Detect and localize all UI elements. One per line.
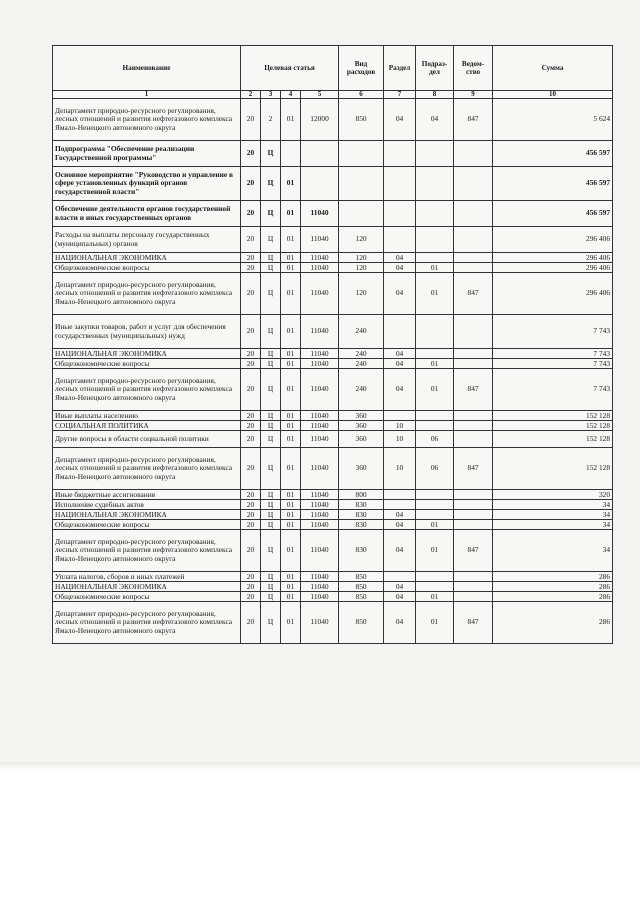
- subsection-code: 01: [416, 592, 454, 602]
- target-subprogram: Ц: [261, 167, 281, 201]
- table-row: [53, 500, 613, 510]
- expense-type: 360: [339, 421, 384, 431]
- department-code: [454, 227, 493, 253]
- expense-type: 240: [339, 315, 384, 349]
- column-number: 9: [454, 91, 493, 99]
- target-activity: 01: [281, 530, 301, 572]
- target-subprogram: Ц: [261, 141, 281, 167]
- row-name: НАЦИОНАЛЬНАЯ ЭКОНОМИКА: [53, 510, 241, 520]
- table-row: [53, 201, 613, 227]
- expense-type: [339, 167, 384, 201]
- target-activity: 01: [281, 201, 301, 227]
- target-activity: 01: [281, 431, 301, 448]
- subsection-code: 04: [416, 99, 454, 141]
- row-name: Департамент природно-ресурсного регулирования, лесных отношений и развития нефтегазового комплекса Ямало-Ненецкого автономного округа: [53, 530, 241, 572]
- subsection-code: [416, 421, 454, 431]
- table-row: [53, 602, 613, 644]
- department-code: [454, 520, 493, 530]
- expense-type: 830: [339, 500, 384, 510]
- target-direction: 11040: [301, 520, 339, 530]
- target-subprogram: Ц: [261, 273, 281, 315]
- row-name: Общеэкономические вопросы: [53, 359, 241, 369]
- target-program: 20: [241, 263, 261, 273]
- target-activity: 01: [281, 99, 301, 141]
- department-code: [454, 253, 493, 263]
- row-sum: 7 743: [493, 369, 613, 411]
- target-program: 20: [241, 530, 261, 572]
- target-direction: 11040: [301, 582, 339, 592]
- target-subprogram: Ц: [261, 572, 281, 582]
- table-row: [53, 411, 613, 421]
- target-subprogram: Ц: [261, 582, 281, 592]
- expense-type: 850: [339, 582, 384, 592]
- target-direction: 11040: [301, 510, 339, 520]
- target-direction: 11040: [301, 263, 339, 273]
- department-code: [454, 201, 493, 227]
- header-sum: Сумма: [493, 46, 613, 91]
- target-program: 20: [241, 369, 261, 411]
- header-subsection: Подраз-дел: [416, 46, 454, 91]
- row-sum: 5 624: [493, 99, 613, 141]
- row-name: Иные бюджетные ассигнования: [53, 490, 241, 500]
- target-direction: 11040: [301, 349, 339, 359]
- target-activity: 01: [281, 273, 301, 315]
- target-activity: 01: [281, 592, 301, 602]
- column-number: 7: [384, 91, 416, 99]
- table-row: [53, 510, 613, 520]
- subsection-code: [416, 411, 454, 421]
- section-code: 10: [384, 431, 416, 448]
- target-subprogram: Ц: [261, 349, 281, 359]
- table-row: [53, 227, 613, 253]
- section-code: 10: [384, 448, 416, 490]
- budget-table: [52, 45, 613, 644]
- subsection-code: 01: [416, 530, 454, 572]
- department-code: [454, 421, 493, 431]
- department-code: [454, 315, 493, 349]
- table-row: [53, 253, 613, 263]
- target-direction: 11040: [301, 500, 339, 510]
- department-code: [454, 510, 493, 520]
- expense-type: 850: [339, 602, 384, 644]
- table-row: [53, 448, 613, 490]
- section-code: [384, 572, 416, 582]
- column-number: 6: [339, 91, 384, 99]
- row-name: Обеспечение деятельности органов государственной власти и иных государственных органов: [53, 201, 241, 227]
- target-activity: 01: [281, 253, 301, 263]
- target-subprogram: Ц: [261, 592, 281, 602]
- column-number-row: [53, 91, 613, 99]
- target-subprogram: Ц: [261, 530, 281, 572]
- department-code: [454, 263, 493, 273]
- department-code: [454, 359, 493, 369]
- target-direction: 11040: [301, 201, 339, 227]
- table-row: [53, 530, 613, 572]
- target-subprogram: 2: [261, 99, 281, 141]
- section-code: 04: [384, 592, 416, 602]
- header-department: Ведом-ство: [454, 46, 493, 91]
- row-name: Уплата налогов, сборов и иных платежей: [53, 572, 241, 582]
- subsection-code: [416, 349, 454, 359]
- table-row: [53, 490, 613, 500]
- target-direction: 11040: [301, 448, 339, 490]
- subsection-code: [416, 201, 454, 227]
- target-activity: 01: [281, 448, 301, 490]
- target-subprogram: Ц: [261, 201, 281, 227]
- target-program: 20: [241, 273, 261, 315]
- target-activity: 01: [281, 602, 301, 644]
- target-activity: 01: [281, 359, 301, 369]
- target-activity: 01: [281, 572, 301, 582]
- row-sum: 286: [493, 582, 613, 592]
- target-direction: [301, 141, 339, 167]
- table-row: [53, 592, 613, 602]
- department-code: 847: [454, 273, 493, 315]
- target-program: 20: [241, 592, 261, 602]
- target-activity: 01: [281, 227, 301, 253]
- expense-type: 800: [339, 490, 384, 500]
- row-name: Общеэкономические вопросы: [53, 520, 241, 530]
- department-code: [454, 431, 493, 448]
- target-program: 20: [241, 411, 261, 421]
- target-activity: 01: [281, 315, 301, 349]
- department-code: [454, 592, 493, 602]
- section-code: [384, 201, 416, 227]
- row-name: НАЦИОНАЛЬНАЯ ЭКОНОМИКА: [53, 253, 241, 263]
- target-subprogram: Ц: [261, 359, 281, 369]
- row-sum: 152 128: [493, 421, 613, 431]
- target-direction: 11040: [301, 572, 339, 582]
- subsection-code: [416, 490, 454, 500]
- row-sum: 296 406: [493, 263, 613, 273]
- section-code: 04: [384, 510, 416, 520]
- target-direction: 11040: [301, 369, 339, 411]
- section-code: 04: [384, 99, 416, 141]
- department-code: 847: [454, 369, 493, 411]
- subsection-code: 01: [416, 520, 454, 530]
- target-program: 20: [241, 572, 261, 582]
- subsection-code: 06: [416, 448, 454, 490]
- subsection-code: [416, 500, 454, 510]
- target-subprogram: Ц: [261, 431, 281, 448]
- row-sum: 152 128: [493, 448, 613, 490]
- table-row: [53, 359, 613, 369]
- department-code: 847: [454, 602, 493, 644]
- target-subprogram: Ц: [261, 263, 281, 273]
- target-program: 20: [241, 349, 261, 359]
- target-program: 20: [241, 510, 261, 520]
- section-code: 04: [384, 520, 416, 530]
- subsection-code: 01: [416, 359, 454, 369]
- subsection-code: [416, 227, 454, 253]
- target-subprogram: Ц: [261, 315, 281, 349]
- column-number: 10: [493, 91, 613, 99]
- target-activity: 01: [281, 520, 301, 530]
- subsection-code: [416, 253, 454, 263]
- department-code: 847: [454, 530, 493, 572]
- section-code: 04: [384, 582, 416, 592]
- target-subprogram: Ц: [261, 253, 281, 263]
- row-sum: 286: [493, 602, 613, 644]
- table-row: [53, 369, 613, 411]
- target-subprogram: Ц: [261, 520, 281, 530]
- subsection-code: [416, 510, 454, 520]
- row-sum: 296 406: [493, 227, 613, 253]
- target-subprogram: Ц: [261, 500, 281, 510]
- target-direction: 11040: [301, 602, 339, 644]
- column-number: 5: [301, 91, 339, 99]
- target-direction: 11040: [301, 530, 339, 572]
- column-number: 4: [281, 91, 301, 99]
- subsection-code: 06: [416, 431, 454, 448]
- row-sum: 152 128: [493, 431, 613, 448]
- row-sum: 34: [493, 530, 613, 572]
- target-direction: 11040: [301, 431, 339, 448]
- row-name: Другие вопросы в области социальной политики: [53, 431, 241, 448]
- department-code: [454, 490, 493, 500]
- section-code: 04: [384, 253, 416, 263]
- expense-type: 240: [339, 349, 384, 359]
- target-subprogram: Ц: [261, 421, 281, 431]
- target-program: 20: [241, 448, 261, 490]
- target-program: 20: [241, 602, 261, 644]
- target-program: 20: [241, 490, 261, 500]
- expense-type: 120: [339, 273, 384, 315]
- expense-type: 120: [339, 227, 384, 253]
- department-code: [454, 141, 493, 167]
- target-activity: 01: [281, 167, 301, 201]
- row-name: Основное мероприятие "Руководство и управление в сфере установленных функций органов государственной власти": [53, 167, 241, 201]
- target-subprogram: Ц: [261, 369, 281, 411]
- expense-type: 850: [339, 99, 384, 141]
- target-subprogram: Ц: [261, 448, 281, 490]
- subsection-code: [416, 582, 454, 592]
- table-row: [53, 421, 613, 431]
- table-row: [53, 520, 613, 530]
- subsection-code: 01: [416, 263, 454, 273]
- column-number: 8: [416, 91, 454, 99]
- target-direction: 11040: [301, 273, 339, 315]
- subsection-code: [416, 572, 454, 582]
- subsection-code: 01: [416, 369, 454, 411]
- target-program: 20: [241, 201, 261, 227]
- row-name: Иные выплаты населению: [53, 411, 241, 421]
- department-code: 847: [454, 99, 493, 141]
- target-activity: 01: [281, 411, 301, 421]
- expense-type: [339, 141, 384, 167]
- department-code: [454, 500, 493, 510]
- department-code: [454, 167, 493, 201]
- expense-type: 850: [339, 592, 384, 602]
- target-program: 20: [241, 421, 261, 431]
- row-sum: 34: [493, 500, 613, 510]
- subsection-code: 01: [416, 602, 454, 644]
- target-direction: 11040: [301, 227, 339, 253]
- row-name: Департамент природно-ресурсного регулирования, лесных отношений и развития нефтегазового комплекса Ямало-Ненецкого автономного округа: [53, 99, 241, 141]
- row-name: Исполнение судебных актов: [53, 500, 241, 510]
- scan-bottom-edge: [0, 762, 640, 770]
- expense-type: 830: [339, 530, 384, 572]
- target-program: 20: [241, 227, 261, 253]
- section-code: [384, 490, 416, 500]
- target-subprogram: Ц: [261, 411, 281, 421]
- row-sum: 286: [493, 592, 613, 602]
- row-name: Расходы на выплаты персоналу государственных (муниципальных) органов: [53, 227, 241, 253]
- expense-type: 360: [339, 431, 384, 448]
- target-program: 20: [241, 315, 261, 349]
- section-code: [384, 167, 416, 201]
- target-subprogram: Ц: [261, 602, 281, 644]
- expense-type: [339, 201, 384, 227]
- department-code: [454, 349, 493, 359]
- target-activity: [281, 141, 301, 167]
- row-name: Общеэкономические вопросы: [53, 592, 241, 602]
- department-code: [454, 411, 493, 421]
- target-program: 20: [241, 359, 261, 369]
- target-program: 20: [241, 99, 261, 141]
- expense-type: 850: [339, 572, 384, 582]
- table-row: [53, 273, 613, 315]
- table-row: [53, 315, 613, 349]
- target-direction: 11040: [301, 359, 339, 369]
- subsection-code: [416, 141, 454, 167]
- target-activity: 01: [281, 369, 301, 411]
- expense-type: 830: [339, 520, 384, 530]
- row-name: Департамент природно-ресурсного регулирования, лесных отношений и развития нефтегазового комплекса Ямало-Ненецкого автономного округа: [53, 369, 241, 411]
- section-code: 04: [384, 263, 416, 273]
- row-name: СОЦИАЛЬНАЯ ПОЛИТИКА: [53, 421, 241, 431]
- column-number: 3: [261, 91, 281, 99]
- target-direction: 11040: [301, 421, 339, 431]
- target-program: 20: [241, 167, 261, 201]
- section-code: [384, 500, 416, 510]
- table-row: [53, 141, 613, 167]
- subsection-code: 01: [416, 273, 454, 315]
- column-number: 1: [53, 91, 241, 99]
- row-sum: 152 128: [493, 411, 613, 421]
- row-name: НАЦИОНАЛЬНАЯ ЭКОНОМИКА: [53, 349, 241, 359]
- target-activity: 01: [281, 490, 301, 500]
- target-program: 20: [241, 431, 261, 448]
- target-activity: 01: [281, 421, 301, 431]
- target-direction: [301, 167, 339, 201]
- target-program: 20: [241, 582, 261, 592]
- expense-type: 240: [339, 359, 384, 369]
- department-code: [454, 582, 493, 592]
- row-sum: 456 597: [493, 141, 613, 167]
- row-sum: 34: [493, 520, 613, 530]
- target-activity: 01: [281, 349, 301, 359]
- row-name: Подпрограмма "Обеспечение реализации Государственной программы": [53, 141, 241, 167]
- row-name: Департамент природно-ресурсного регулирования, лесных отношений и развития нефтегазового комплекса Ямало-Ненецкого автономного округа: [53, 602, 241, 644]
- row-sum: 34: [493, 510, 613, 520]
- row-name: Иные закупки товаров, работ и услуг для обеспечения государственных (муниципальных) нужд: [53, 315, 241, 349]
- target-subprogram: Ц: [261, 490, 281, 500]
- table-row: [53, 582, 613, 592]
- target-subprogram: Ц: [261, 227, 281, 253]
- row-sum: 286: [493, 572, 613, 582]
- row-sum: 456 597: [493, 167, 613, 201]
- row-sum: 7 743: [493, 359, 613, 369]
- row-name: Общеэкономические вопросы: [53, 263, 241, 273]
- table-row: [53, 349, 613, 359]
- section-code: 04: [384, 530, 416, 572]
- target-direction: 11040: [301, 253, 339, 263]
- row-sum: 296 406: [493, 273, 613, 315]
- target-direction: 12000: [301, 99, 339, 141]
- section-code: [384, 141, 416, 167]
- department-code: 847: [454, 448, 493, 490]
- target-program: 20: [241, 253, 261, 263]
- row-name: Департамент природно-ресурсного регулирования, лесных отношений и развития нефтегазового комплекса Ямало-Ненецкого автономного округа: [53, 273, 241, 315]
- target-activity: 01: [281, 500, 301, 510]
- section-code: [384, 315, 416, 349]
- expense-type: 120: [339, 253, 384, 263]
- expense-type: 360: [339, 411, 384, 421]
- target-direction: 11040: [301, 490, 339, 500]
- expense-type: 360: [339, 448, 384, 490]
- row-sum: 456 597: [493, 201, 613, 227]
- section-code: 04: [384, 359, 416, 369]
- table-row: [53, 99, 613, 141]
- row-sum: 320: [493, 490, 613, 500]
- table-row: [53, 431, 613, 448]
- table-row: [53, 263, 613, 273]
- target-activity: 01: [281, 263, 301, 273]
- target-program: 20: [241, 141, 261, 167]
- header-section: Раздел: [384, 46, 416, 91]
- target-program: 20: [241, 520, 261, 530]
- target-activity: 01: [281, 510, 301, 520]
- target-direction: 11040: [301, 315, 339, 349]
- subsection-code: [416, 167, 454, 201]
- header-expense-type: Вид расходов: [339, 46, 384, 91]
- section-code: 04: [384, 602, 416, 644]
- section-code: [384, 227, 416, 253]
- row-sum: 7 743: [493, 315, 613, 349]
- row-name: Департамент природно-ресурсного регулирования, лесных отношений и развития нефтегазового комплекса Ямало-Ненецкого автономного округа: [53, 448, 241, 490]
- row-sum: 296 406: [493, 253, 613, 263]
- table-row: [53, 167, 613, 201]
- target-subprogram: Ц: [261, 510, 281, 520]
- table-header-row: [53, 46, 613, 91]
- target-direction: 11040: [301, 411, 339, 421]
- column-number: 2: [241, 91, 261, 99]
- target-activity: 01: [281, 582, 301, 592]
- section-code: 04: [384, 369, 416, 411]
- header-target-article: Целевая статья: [241, 46, 339, 91]
- department-code: [454, 572, 493, 582]
- expense-type: 120: [339, 263, 384, 273]
- section-code: [384, 411, 416, 421]
- header-name: Наименование: [53, 46, 241, 91]
- section-code: 10: [384, 421, 416, 431]
- section-code: 04: [384, 273, 416, 315]
- row-name: НАЦИОНАЛЬНАЯ ЭКОНОМИКА: [53, 582, 241, 592]
- target-program: 20: [241, 500, 261, 510]
- table-row: [53, 572, 613, 582]
- table-body: [53, 99, 613, 644]
- subsection-code: [416, 315, 454, 349]
- row-sum: 7 743: [493, 349, 613, 359]
- expense-type: 240: [339, 369, 384, 411]
- target-direction: 11040: [301, 592, 339, 602]
- expense-type: 830: [339, 510, 384, 520]
- section-code: 04: [384, 349, 416, 359]
